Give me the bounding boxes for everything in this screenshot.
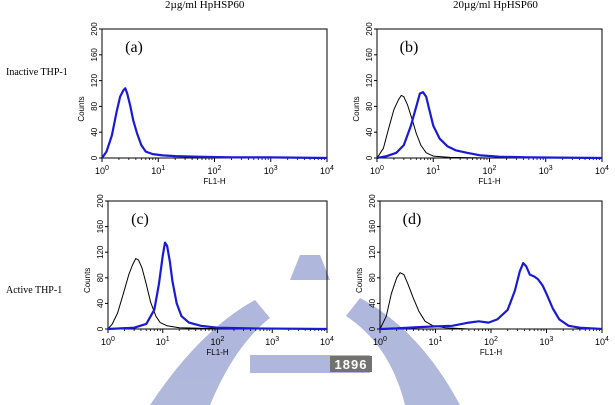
row-label-active: Active THP-1 [6,285,63,296]
histogram-panel [352,22,609,186]
x-tick-label: $10^0$ [370,165,384,176]
row-label-inactive: Inactive THP-1 [6,67,68,78]
x-tick-label: $10^3$ [539,336,554,347]
y-tick-label: 200 [365,22,374,36]
watermark-tower [290,255,330,280]
x-tick-label: $10^1$ [428,336,443,347]
x-tick-label: $10^4$ [320,165,334,176]
panel-label: (c) [131,211,149,228]
x-tick-label: $10^2$ [210,336,225,347]
y-tick-label: 0 [96,326,105,332]
watermark-right-arc [346,298,460,405]
y-tick-label: 160 [368,219,377,234]
y-tick-label: 40 [368,298,377,308]
treated-histogram-line [377,92,602,158]
y-axis-label: Counts [355,267,364,294]
y-tick-label: 200 [368,194,377,208]
histogram-panel [77,22,334,186]
y-axis-label: Counts [77,96,86,122]
x-tick-label: $10^0$ [101,336,115,347]
y-tick-label: 160 [365,48,374,62]
y-tick-label: 80 [368,273,377,283]
y-tick-label: 80 [90,101,99,111]
x-tick-label: $10^4$ [320,336,334,347]
column-title-low-dose: 2µg/ml HpHSP60 [165,0,245,11]
y-tick-label: 40 [96,298,105,308]
y-tick-label: 160 [96,219,105,234]
x-tick-label: $10^3$ [263,165,278,176]
x-tick-label: $10^1$ [426,165,441,176]
x-axis-label: FL1-H [203,177,226,186]
column-title-high-dose: 20µg/ml HpHSP60 [453,0,538,11]
x-tick-label: $10^3$ [265,336,280,347]
x-tick-label: $10^2$ [207,165,222,176]
x-axis-label: FL1-H [479,348,503,357]
watermark-year: 1896 [334,357,368,372]
x-tick-label: $10^4$ [595,336,609,347]
y-tick-label: 120 [96,245,106,259]
y-tick-label: 0 [90,155,99,161]
y-tick-label: 120 [90,73,99,88]
y-tick-label: 200 [90,22,99,36]
treated-histogram-line [108,243,327,329]
treated-histogram-line [380,263,602,329]
y-tick-label: 80 [365,101,374,111]
x-axis-label: FL1-H [206,348,229,357]
x-axis-label: FL1-H [478,177,501,186]
x-tick-label: $10^0$ [95,165,109,176]
x-tick-label: $10^1$ [155,336,170,347]
y-tick-label: 120 [368,245,377,259]
x-tick-label: $10^1$ [151,165,166,176]
x-tick-label: $10^2$ [482,165,497,176]
y-axis-label: Counts [83,267,92,294]
panel-label: (d) [402,211,422,228]
x-tick-label: $10^2$ [484,336,498,347]
x-tick-label: $10^0$ [373,336,387,347]
y-tick-label: 0 [365,155,374,161]
y-axis-label: Counts [352,96,361,122]
y-tick-label: 200 [96,194,105,208]
panel-label: (a) [125,39,143,56]
panel-label: (b) [399,39,419,56]
x-tick-label: $10^3$ [538,165,553,176]
y-tick-label: 80 [96,273,105,283]
y-tick-label: 0 [368,326,377,332]
treated-histogram-line [102,88,327,158]
x-tick-label: $10^4$ [595,165,609,176]
y-tick-label: 120 [365,73,374,88]
y-tick-label: 160 [90,48,99,62]
y-tick-label: 40 [365,127,374,137]
y-tick-label: 40 [90,127,99,137]
